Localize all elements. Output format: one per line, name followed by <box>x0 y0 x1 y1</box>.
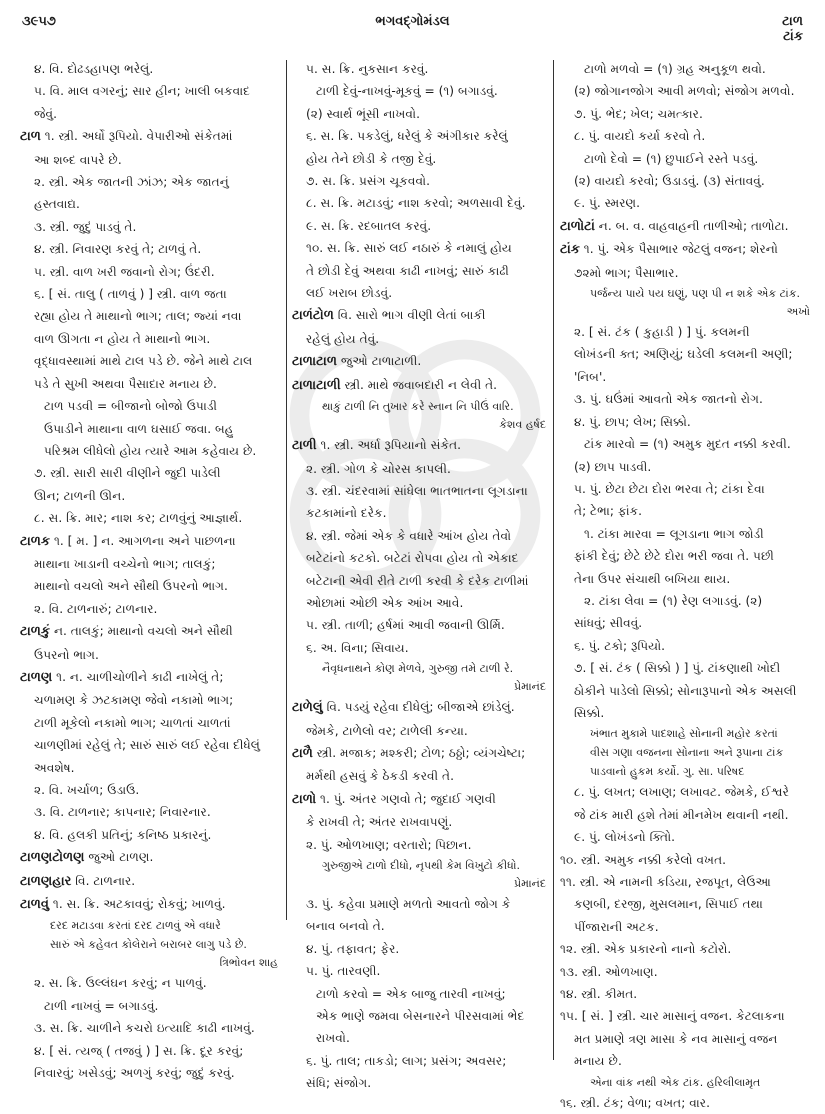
entry-line: અવશેષ. <box>34 760 75 775</box>
entry-headword-line: ટાળ ૧. સ્ત્રી. અર્ધો રૂપિયો. વેપારીઓ સંકેતમાં <box>20 129 233 145</box>
entry-line: ચળામણ કે ઝટકામણ જેવો નકામો ભાગ; <box>34 693 234 708</box>
entry-line: બનાવ બનવો તે. <box>306 919 385 934</box>
entry-line: માથાનો વચલો અને સૌથી ઉપરનો ભાગ. <box>34 579 228 594</box>
headword: ટાળંટોળ <box>292 308 334 324</box>
headword: ટાળ <box>20 129 41 145</box>
entry-line: ૬. પું. ટકો; રૂપિયો. <box>574 638 666 653</box>
guide-word-first: ટાળ <box>782 14 803 29</box>
entry-line: લોખંડની ક્ત; અણિયું; ઘડેલી કલમની અણી; <box>574 347 793 362</box>
entry-line: ૩. પું. કહેવા પ્રમાણે મળતો આવતો જોગ કે <box>306 897 511 911</box>
entry-line: પીંજારાની અટક. <box>574 919 659 934</box>
guide-words <box>782 14 803 44</box>
entry-line: ટાળો દેવો = (૧) છુપાઈને રસ્તે પડવું. <box>584 151 759 166</box>
entry-line: ૧૧. સ્ત્રી. એ નામની કડિયા, રજપૂત, લેઉઆ <box>560 875 772 889</box>
entry-headword-line: ટાળણ ૧. ન. ચાળીચોળીને કાઢી નાખેલું તે; <box>20 669 224 685</box>
entry-line: જે ટાંક મારી હશે તેમાં મીનમેખ થવાની નથી. <box>574 807 789 822</box>
entry-line: ૮. સ. ક્રિ. માર; નાશ કર; ટાળવુંનું આજ્ઞાર્થ. <box>34 511 243 526</box>
entry-line: જેમકે, ટાળેલો વર; ટાળેલી કન્યા. <box>306 723 468 738</box>
entry-line: ખંભાત મુકામે પાદશાહે સોનાની મહોર કરતાં <box>590 727 778 741</box>
entry-line: કટકામાંનો દરેક. <box>306 506 387 521</box>
entry-line: મત પ્રમાણે ત્રણ માસા કે નવ માસાનું વજન <box>574 1031 778 1046</box>
entry-line: ૯. પું. સ્મરણ. <box>574 196 641 211</box>
entry-line: ૭૨મો ભાગ; પૈસાભાર. <box>574 265 679 280</box>
headword: ટાળૈ <box>292 745 313 761</box>
headword: ટાળણહાર <box>20 873 72 889</box>
entry-line: ૧૬. સ્ત્રી. ટંક; વેળા; વખત; વાર. <box>560 1095 710 1110</box>
entry-line: ૧૦. સ. ક્રિ. સારું લઈ નઠારું કે નમાલું હોય <box>306 241 512 256</box>
entry-line: નૈવૃધનાથને કોણ મેળવે, ગુરુજી તમે ટાળી રે. <box>322 662 514 676</box>
entry-line: ટાળો કરવો = એક બાજુ તારવી નાખવું; <box>316 986 506 1001</box>
entry-line: ટાળી મૂકેલો નકામો ભાગ; ચાળતાં ચાળતાં <box>34 715 231 730</box>
headword: ટાળોટાં <box>560 218 595 234</box>
entry-line: ૯. પું. લોખંડનો ક્તિો. <box>574 830 676 845</box>
entry-line: ૪. [ સં. ત્યજ્ ( તજવું ) ] સ. ક્રિ. દૂર કરવું; <box>34 1043 244 1058</box>
entry-line: એના વાંક નથી એક ટાંક. હરિલીલામૃત <box>590 1075 761 1089</box>
entry-line: બટેટાની એવી રીતે ટાળી કરવી કે દરેક ટાળીમાં <box>306 573 529 588</box>
entry-line: વૃદ્ધાવસ્થામાં માથે ટાલ પડે છે. જેને માથે ટાલ <box>34 354 253 369</box>
entry-line: ઊન; ટાળની ઊન. <box>34 488 126 503</box>
entry-line: ૯. સ. ક્રિ. રદબાતલ કરવું. <box>306 218 432 233</box>
entry-line: વીસ ગણા વજનના સોનાના અને રૂપાના ટાંક <box>590 746 784 760</box>
headword: ટાળણટોળણ <box>20 850 85 866</box>
entry-line: ગુરુજીએ ટાળો દીધો, નૃપથી કેમ વિખુટો કીધો. <box>322 859 521 872</box>
column-divider <box>553 60 554 1060</box>
guide-word-last: ટાંક <box>783 29 803 44</box>
entry-line: ઉપરનો ભાગ. <box>34 647 99 662</box>
entry-line: ૫. પું. છેટા છેટા દોરા ભરવા તે; ટાંકા દેવા <box>574 481 765 496</box>
entry-line: કેશવ હર્ષદ <box>499 418 546 432</box>
entry-line: સિક્કો. <box>574 705 605 720</box>
entry-line: ૬. પું. તાલ; તાકડો; લાગ; પ્રસંગ; અવસર; <box>306 1053 507 1068</box>
entry-line: ૧૨. સ્ત્રી. એક પ્રકારનો નાનો કટોરો. <box>560 942 732 957</box>
entry-line: ૨. વિ. ખર્ચાળ; ઉડાઉ. <box>34 783 140 797</box>
entry-line: ફાંકી દેવું; છેટે છેટે દોરા ભરી જવા તે. પછી <box>574 549 774 564</box>
headword: ટાળેલું <box>292 700 323 716</box>
headword: ટાળાટાળ <box>292 354 337 370</box>
entry-line: દરદ મટાડવા કરતાં દરદ ટાળવું એ વધારે <box>50 919 221 933</box>
entry-line: ટાળો મળવો = (૧) ગ્રહ અનુકૂળ થવો. <box>584 62 766 76</box>
column-right <box>560 58 810 1110</box>
entry-line: ટાળી દેવું-નાખવું-મૂકવું = (૧) બગાડવું. <box>316 84 498 99</box>
entry-headword-line: ટાળંટોળ વિ. સારો ભાગ વીણી લેતાં બાકી <box>292 308 486 324</box>
entry-line: ૩. પું. ઘઉંમાં આવતો એક જાતનો રોગ. <box>574 392 763 407</box>
entry-line: ૧૩. સ્ત્રી. ઓળખાણ. <box>560 964 658 979</box>
entry-line: મનાય છે. <box>574 1054 622 1069</box>
entry-line: એક ભાણે જમવા બેસનારને પીરસવામાં ભેદ <box>316 1009 525 1024</box>
entry-line: ૨. વિ. ટાળનારું; ટાળનાર. <box>34 601 158 616</box>
entry-line: ૮. પું. વાયદો કર્યા કરવો તે. <box>574 129 706 144</box>
entry-headword-line: ટાળોટાં ન. બ. વ. વાહવાહની તાળીઓ; તાળોટા. <box>560 218 789 234</box>
entry-line: ૭. સ્ત્રી. સારી સારી વીણીને જુદી પાડેલી <box>34 466 221 481</box>
entry-headword-line: ટાળકું ન. તાલકું; માથાનો વચલો અને સૌથી <box>20 624 233 640</box>
entry-headword-line: ટાળણહાર વિ. ટાળનાર. <box>20 873 136 889</box>
column-left <box>20 58 278 1081</box>
entry-headword-line: ટાળો ૧. પું. અંતર ગણવો તે; જુદાઈ ગણવી <box>292 791 496 807</box>
entry-headword-line: ટાળણટોળણ જુઓ ટાળણ. <box>20 850 154 866</box>
entry-line: રહેલું હોય તેવું. <box>306 331 380 346</box>
entry-line: કણબી, દરજી, મુસલમાન, સિપાઈ તથા <box>574 897 763 912</box>
entry-line: ૭. [ સં. ટંક ( સિક્કો ) ] પું. ટાંકણાથી ખોદી <box>574 661 781 676</box>
entry-line: ૪. સ્ત્રી. જેમાં એક કે વધારે આંખ હોય તેવો <box>306 528 512 543</box>
entry-line: 'નિબ'. <box>574 369 607 384</box>
entry-line: (૨) જોગાનજોગ આવી મળવો; સંજોગ મળવો. <box>574 84 795 99</box>
headword: ટાળણ <box>20 669 53 685</box>
headword: ટાળકું <box>20 624 51 640</box>
entry-line: ૧. ટાંકા મારવા = લૂગડાના ભાગ જોડી <box>584 526 764 541</box>
entry-line: માથાના ખાડાની વચ્ચેનો ભાગ; તાલકું; <box>34 556 216 571</box>
entry-headword-line: ટાળાટાળ જુઓ ટાળાટાળી. <box>292 354 422 370</box>
entry-line: વાળ ઊગતા ન હોય તે માથાનો ભાગ. <box>34 331 211 346</box>
entry-line: ૪. સ્ત્રી. નિવારણ કરવું તે; ટાળવું તે. <box>34 242 202 257</box>
entry-line: ૩. સ્ત્રી. જુદું પાડવું તે. <box>34 219 137 234</box>
headword: ટાળવું <box>20 897 49 913</box>
entry-line: (૨) વાયદો કરવો; ઉડાડવું. (૩) સંતાવવું. <box>574 174 765 189</box>
entry-line: લઈ ખરાબ છોડવું. <box>306 286 393 301</box>
entry-line: ત્રિભોવન શાહ <box>219 956 278 970</box>
entry-line: પ્રેમાનંદ <box>514 680 546 694</box>
entry-line: નિવારવું; ખસેડવું; અળગું કરવું; જુદું કરવું. <box>34 1066 235 1081</box>
entry-line: ૧૦. સ્ત્રી. અમુક નક્કી કરેલો વખત. <box>560 852 727 867</box>
entry-line: ટાંક મારવો = (૧) અમુક મુદત નક્કી કરવી. <box>584 437 791 452</box>
entry-headword-line: ટાળેલું વિ. પડયું રહેવા દીધેલું; બીજાએ છાંડેલું. <box>292 700 515 716</box>
column-divider <box>286 60 287 920</box>
entry-line: ૫. સ. ક્રિ. નુકસાન કરવું. <box>306 62 429 76</box>
entry-headword-line: ટાંક ૧. પું. એક પૈસાભાર જેટલું વજન; શેરનો <box>560 242 778 258</box>
entry-line: ૧૫. [ સં. ] સ્ત્રી. ચાર માસાનું વજન. કેટલાકના <box>560 1009 785 1024</box>
entry-line: ૫. સ્ત્રી. તાળી; હર્ષમાં આવી જવાની ઊર્મિ. <box>306 618 505 633</box>
entry-line: ૭. સ. ક્રિ. પ્રસંગ ચૂકવવો. <box>306 174 430 189</box>
entry-line: સારું એ કહેવત કોલેરાને બરાબર લાગુ પડે છે. <box>50 938 247 952</box>
entry-line: ૫. પું. તારવણી. <box>306 964 381 979</box>
entry-headword-line: ટાળી ૧. સ્ત્રી. અર્ધા રૂપિયાનો સંકેત. <box>292 438 462 454</box>
headword: ટાળાટાળી <box>292 377 341 393</box>
entry-line: ૨. [ સં. ટંક ( કુહાડી ) ] પું. કલમની <box>574 325 750 340</box>
headword: ટાળો <box>292 791 317 807</box>
entry-line: પર્જન્ય પાયે પય ઘણું, પણ પી ન શકે એક ટાંક. <box>590 287 800 301</box>
entry-line: ટાળી નાખવું = બગાડવું. <box>44 998 159 1013</box>
entry-line: ૬. સ. ક્રિ. પકડેલું, ધરેલું કે અંગીકાર કરેલું <box>306 129 508 144</box>
entry-line: (૨) છાપ પાડવી. <box>574 459 652 474</box>
entry-line: તેના ઉપર સંચાથી બખિયા થાય. <box>574 571 731 586</box>
entry-line: પડે તે સુખી અથવા પૈસાદાર મનાય છે. <box>34 376 217 391</box>
entry-line: ૫. વિ. માલ વગરનું; સાર હીન; ખાલી બકવાદ <box>34 84 250 99</box>
entry-line: મર્મથી હસવું કે ઠેકડી કરવી તે. <box>306 769 454 784</box>
entry-line: હોય તેને છોડી કે તજી દેવું. <box>306 151 437 166</box>
entry-line: ૪. પું. તફાવત; ફેર. <box>306 941 400 956</box>
headword: ટાળક <box>20 533 51 549</box>
headword: ટાળી <box>292 438 317 454</box>
entry-headword-line: ટાળૈ સ્ત્રી. મજાક; મશ્કરી; ટોળ; ઠઠ્ઠો; વ્યંગચેષ્ટા; <box>292 745 526 761</box>
page-header <box>0 14 825 50</box>
entry-line: ૪. વિ. દોઢડહાપણ ભરેલું. <box>34 62 154 76</box>
entry-line: ઓછામાં ઓછી એક આંખ આવે. <box>306 595 464 610</box>
entry-line: ૨. સ. ક્રિ. ઉલ્લંઘન કરવું; ન પાળવું. <box>34 976 207 991</box>
entry-line: ૪. વિ. હલકી પ્રતિનું; કનિષ્ઠ પ્રકારનું. <box>34 827 212 842</box>
entry-line: સાંધવું; સીવવું. <box>574 616 643 631</box>
entry-line: ૭. પું. ભેદ; ખેલ; ચમત્કાર. <box>574 106 703 121</box>
entry-line: ૨. સ્ત્રી. ગોળ કે ચોરસ કાપલી. <box>306 461 451 476</box>
entry-line: કે રાખવી તે; અંતર રાખવાપણું. <box>306 815 453 830</box>
entry-line: રાખવો. <box>316 1031 350 1046</box>
entry-line: તે છોડી દેવું અથવા કાઢી નાખવું; સારું કાઢી <box>306 263 509 278</box>
entry-headword-line: ટાળક ૧. [ મ. ] ન. આગળના અને પાછળના <box>20 533 236 549</box>
entry-line: સંધિ; સંજોગ. <box>306 1076 372 1091</box>
entry-line: આ શબ્દ વાપરે છે. <box>34 152 122 167</box>
dictionary-title: ભગવદ્ગોમંડલ <box>375 14 450 29</box>
entry-line: ઉપાડીને માથાના વાળ ઘસાઈ જવા. બહુ <box>44 421 234 436</box>
entry-line: ૩. સ. ક્રિ. ચાળીને કચરો ઇત્યાદિ કાઢી નાખવું. <box>34 1021 255 1036</box>
entry-line: (૨) સ્વાર્થ ભૂંસી નાખવો. <box>306 106 420 121</box>
column-middle <box>292 58 546 1091</box>
entry-headword-line: ટાળવું ૧. સ. ક્રિ. અટકાવવું; રોકવું; ખાળવું. <box>20 897 226 913</box>
entry-line: પાડવાનો હુકમ કર્યો. ગુ. સા. પરિષદ <box>590 765 745 779</box>
entry-line: ૫. સ્ત્રી. વાળ ખરી જવાનો રોગ; ઉંદરી. <box>34 264 215 279</box>
entry-line: રહ્યા હોય તે માથાનો ભાગ; તાલ; જ્યાં નવા <box>34 309 242 324</box>
entry-line: ટાળ પડવી = બીજાનો બોજો ઉપાડી <box>44 399 218 414</box>
entry-line: ૮. સ. ક્રિ. મટાડવું; નાશ કરવો; અળસાવી દેવું. <box>306 196 526 211</box>
entry-line: ૮. પું. લખત; લખાણ; લખાવટ. જેમકે, ઈશ્વરે <box>574 785 789 800</box>
entry-headword-line: ટાળાટાળી સ્ત્રી. માથે જવાબદારી ન લેવી તે. <box>292 377 498 393</box>
entry-line: ૬. [ સં. તાલુ ( તાળવું ) ] સ્ત્રી. વાળ જતા <box>34 287 227 302</box>
entry-line: બટેટાંનો કટકો. બટેટાં રોપવા હોય તો એકાદ <box>306 551 519 566</box>
entry-line: પરિશ્રમ લીધેલો હોય ત્યારે આમ કહેવાય છે. <box>44 443 257 458</box>
entry-line: ૩. વિ. ટાળનાર; કાપનાર; નિવારનાર. <box>34 805 211 820</box>
entry-line: થાકું ટાળી નિ તુખાર કરે સ્નાન નિ પીઉં વારિ. <box>322 400 514 414</box>
entry-line: ૨. પું. ઓળખાણ; વરતારો; પિછાન. <box>306 837 472 852</box>
entry-line: ૧૪. સ્ત્રી. કીમત. <box>560 987 638 1002</box>
entry-line: અખો <box>786 305 810 319</box>
entry-line: ચાળણીમાં રહેલું તે; સારું સારું લઈ રહેવા દીધેલું <box>34 738 261 753</box>
page-number: ૩૯૫૭ <box>22 14 56 29</box>
entry-line: ૨. ટાંકા લેવા = (૧) રેણ લગાડવું. (૨) <box>584 593 763 608</box>
headword: ટાંક <box>560 242 580 258</box>
entry-line: ૬. અ. વિના; સિવાય. <box>306 640 409 655</box>
entry-line: હસ્તવાદ્ય. <box>34 197 80 212</box>
entry-line: ઠોકીને પાડેલો સિક્કો; સોનારૂપાનો એક અસલી <box>574 683 797 698</box>
entry-line: જેવું. <box>34 106 57 121</box>
entry-line: ૨. સ્ત્રી. એક જાતની ઝાંઝ; એક જાતનું <box>34 175 229 190</box>
entry-line: ૪. પું. છાપ; લેખ; સિક્કો. <box>574 414 691 429</box>
entry-line: ૩. સ્ત્રી. ચંદરવામાં સાંધેલા ભાતભાતના લૂગડાના <box>306 483 528 498</box>
entry-line: પ્રેમાનંદ <box>514 877 546 890</box>
entry-line: તે; ટેભા; ફાંક. <box>574 504 643 519</box>
